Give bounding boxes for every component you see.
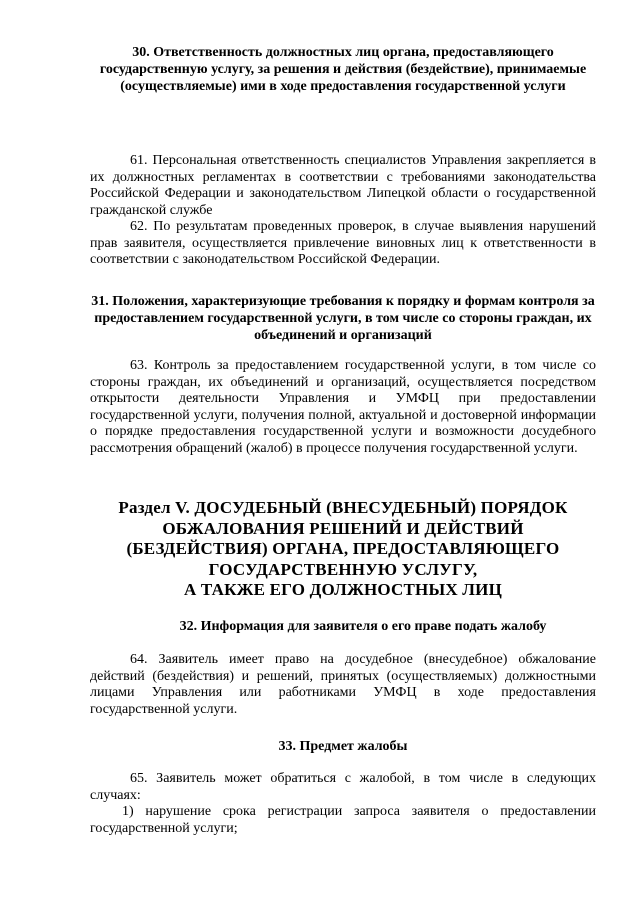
section-30-body bbox=[90, 153, 596, 269]
part-5-title-line-4: ГОСУДАРСТВЕННУЮ УСЛУГУ, bbox=[208, 559, 478, 579]
part-5-title-line-1: Раздел V. ДОСУДЕБНЫЙ (ВНЕСУДЕБНЫЙ) ПОРЯДОК bbox=[118, 498, 568, 517]
section-33-body bbox=[90, 771, 596, 837]
section-31-heading: 31. Положения, характеризующие требования к порядку и формам контроля за предоставлением государственной услуги, в том числе со стороны граждан, их объединений и организаций bbox=[91, 294, 595, 343]
paragraph-65: 65. Заявитель может обратиться с жалобой, в том числе в следующих случаях: bbox=[90, 771, 596, 803]
part-5-title-line-2: ОБЖАЛОВАНИЯ РЕШЕНИЙ И ДЕЙСТВИЙ bbox=[162, 518, 524, 538]
paragraph-63: 63. Контроль за предоставлением государственной услуги, в том числе со стороны граждан, их объединений и организаций, осуществляется посредством открытости деятельности Управления и УМФЦ при предоставлении государственной услуги, получения полной, актуальной и достоверной информации о порядке предоставления государственной услуги и возможности досудебного рассмотрения обращений (жалоб) в процессе получения государственной услуги. bbox=[90, 358, 596, 456]
part-5-title-line-3: (БЕЗДЕЙСТВИЯ) ОРГАНА, ПРЕДОСТАВЛЯЮЩЕГО bbox=[126, 539, 560, 558]
section-32-body bbox=[90, 652, 596, 718]
section-31-body bbox=[90, 358, 596, 457]
list-item-1: 1) нарушение срока регистрации запроса заявителя о предоставлении государственной услуги; bbox=[90, 804, 596, 836]
section-30-heading: 30. Ответственность должностных лиц органа, предоставляющего государственную услугу, за решения и действия (бездействие), принимаемые (осуществляемые) ими в ходе предоставления государственной услуги bbox=[99, 45, 587, 94]
paragraph-61: 61. Персональная ответственность специалистов Управления закрепляется в их должностных регламентах в соответствии с требованиями законодательства Российской Федерации и законодательством Липецкой области о государственной гражданской службе bbox=[90, 153, 596, 218]
section-33-heading: 33. Предмет жалобы bbox=[278, 739, 408, 754]
part-5-title bbox=[90, 498, 596, 601]
paragraph-62: 62. По результатам проведенных проверок, в случае выявления нарушений прав заявителя, осуществляется привлечение виновных лиц к ответственности в соответствии с законодательством Российской Федерации. bbox=[90, 219, 596, 267]
part-5-title-line-5: А ТАКЖЕ ЕГО ДОЛЖНОСТНЫХ ЛИЦ bbox=[184, 580, 502, 599]
paragraph-64: 64. Заявитель имеет право на досудебное (внесудебное) обжалование действий (бездействия) и решений, принятых (осуществляемых) должностными лицами Управления или работниками УМФЦ в ходе предоставления государственной услуги. bbox=[90, 652, 596, 717]
section-32-heading: 32. Информация для заявителя о его праве подать жалобу bbox=[179, 619, 547, 634]
